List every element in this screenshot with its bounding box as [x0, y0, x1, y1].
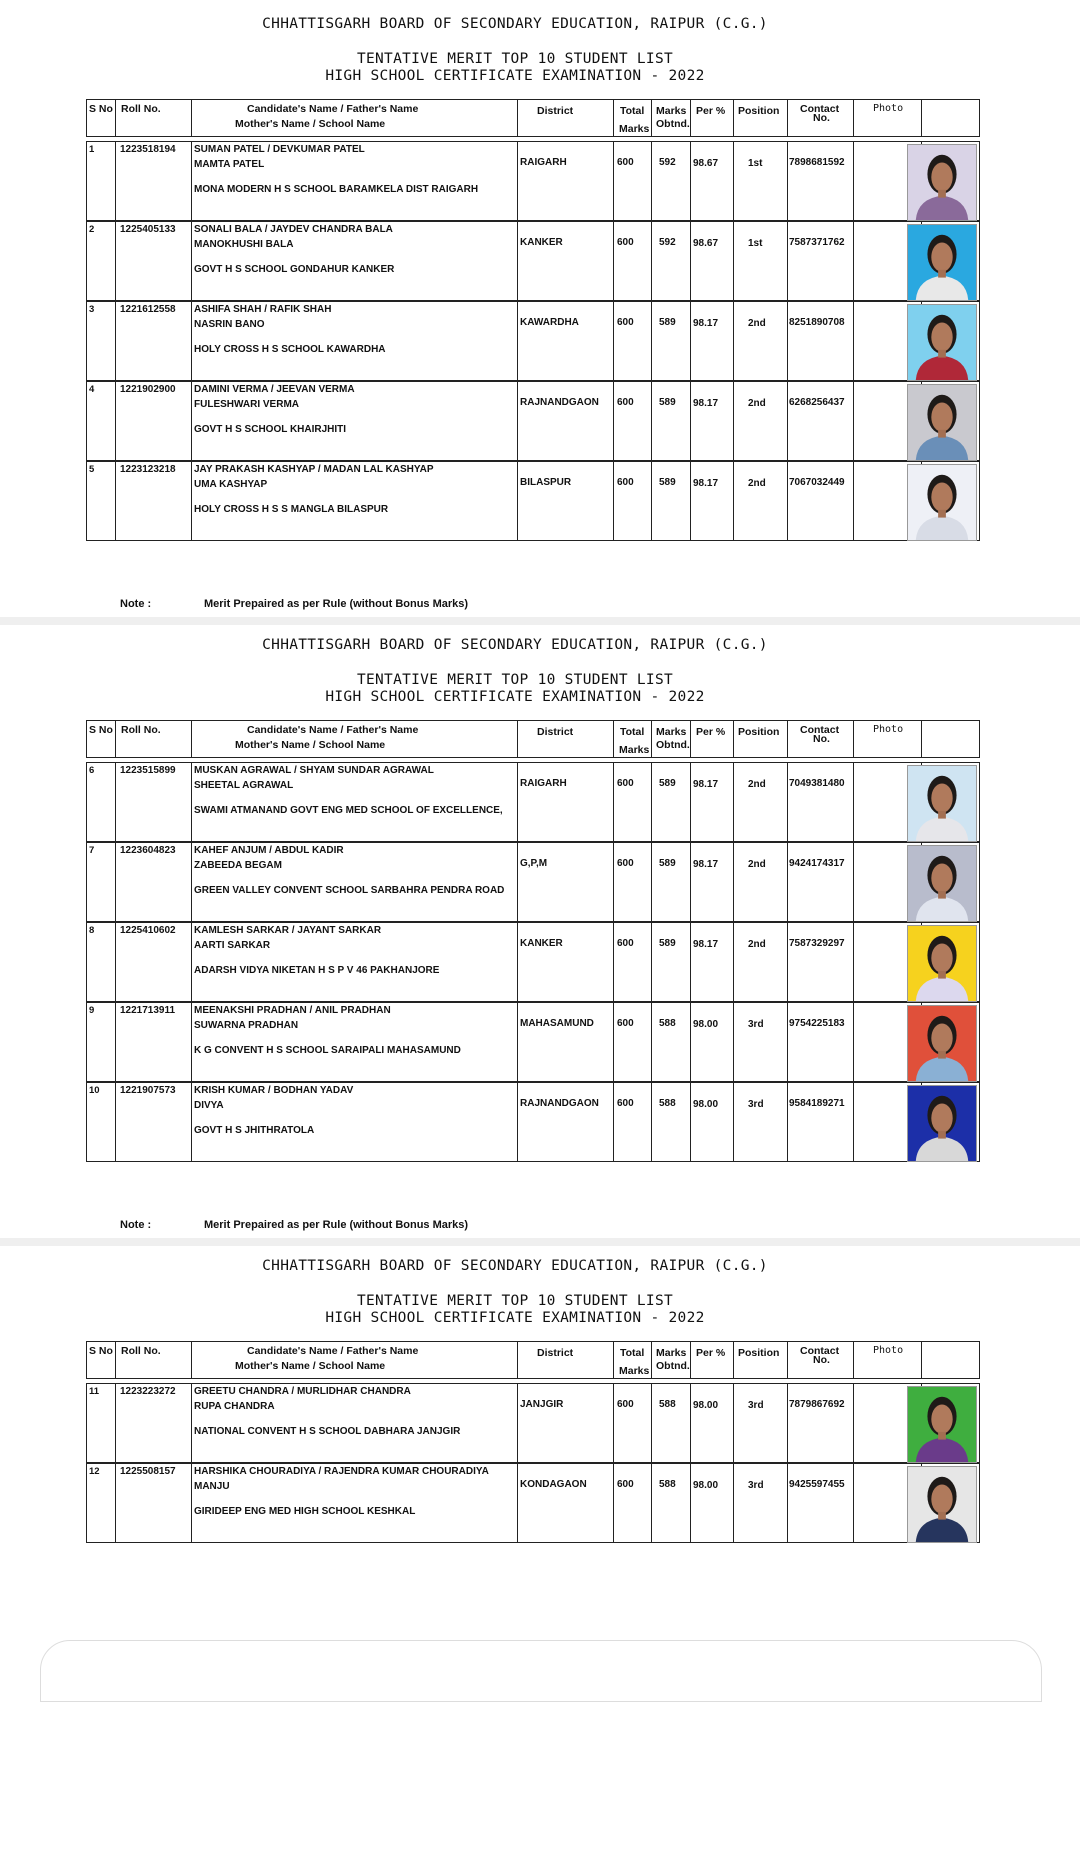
table-row — [86, 762, 980, 842]
district-cell: KANKER — [520, 938, 563, 949]
col-district-header: District — [537, 726, 574, 738]
student-photo — [907, 925, 977, 1002]
sno-cell: 5 — [89, 464, 95, 475]
total-marks-cell: 600 — [617, 858, 634, 869]
merit-table — [86, 99, 980, 541]
marks-obtained-cell: 589 — [659, 477, 676, 488]
total-marks-cell: 600 — [617, 317, 634, 328]
percent-cell: 98.17 — [693, 318, 719, 329]
percent-cell: 98.17 — [693, 859, 719, 870]
roll-no-cell: 1225410602 — [120, 925, 176, 936]
percent-cell: 98.67 — [693, 158, 719, 169]
position-cell: 1st — [748, 238, 763, 249]
contact-no-cell: 9424174317 — [789, 858, 845, 869]
school-name: GIRIDEEP ENG MED HIGH SCHOOL KESHKAL — [194, 1506, 416, 1517]
contact-no-cell: 7879867692 — [789, 1399, 845, 1410]
school-name: GOVT H S SCHOOL GONDAHUR KANKER — [194, 264, 395, 275]
marks-obtained-cell: 588 — [659, 1399, 676, 1410]
school-name: HOLY CROSS H S S MANGLA BILASPUR — [194, 504, 389, 515]
note-text: Merit Prepaired as per Rule (without Bonus Marks) — [204, 598, 469, 610]
total-marks-cell: 600 — [617, 1479, 634, 1490]
table-row — [86, 922, 980, 1002]
candidate-father-name: SUMAN PATEL / DEVKUMAR PATEL — [194, 144, 365, 155]
marks-obtained-cell: 589 — [659, 778, 676, 789]
roll-no-cell: 1221907573 — [120, 1085, 176, 1096]
position-cell: 2nd — [748, 779, 766, 790]
col-obtained-sub-header: Obtnd. — [656, 739, 690, 751]
position-cell: 3rd — [748, 1400, 764, 1411]
list-title: TENTATIVE MERIT TOP 10 STUDENT LIST — [356, 672, 674, 688]
mother-name: AARTI SARKAR — [194, 940, 271, 951]
district-cell: KAWARDHA — [520, 317, 579, 328]
sno-cell: 10 — [89, 1085, 100, 1096]
col-percent-header: Per % — [696, 105, 726, 117]
mother-name: SUWARNA PRADHAN — [194, 1020, 299, 1031]
sno-cell: 11 — [89, 1386, 100, 1397]
total-marks-cell: 600 — [617, 1399, 634, 1410]
marks-obtained-cell: 588 — [659, 1098, 676, 1109]
candidate-father-name: KAMLESH SARKAR / JAYANT SARKAR — [194, 925, 382, 936]
col-photo-header: Photo — [873, 1345, 904, 1356]
col-photo-header: Photo — [873, 103, 904, 114]
marks-obtained-cell: 592 — [659, 157, 676, 168]
col-total-sub-header: Marks — [619, 744, 650, 756]
col-sno-header: S No — [89, 724, 113, 736]
contact-no-cell: 7587329297 — [789, 938, 845, 949]
table-header — [86, 1341, 980, 1379]
sno-cell: 7 — [89, 845, 95, 856]
marks-obtained-cell: 589 — [659, 938, 676, 949]
candidate-father-name: KRISH KUMAR / BODHAN YADAV — [194, 1085, 354, 1096]
col-contact-header: Contact — [800, 103, 840, 115]
note-label: Note : — [120, 598, 152, 610]
roll-no-cell: 1221612558 — [120, 304, 176, 315]
mother-name: NASRIN BANO — [194, 319, 265, 330]
col-district-header: District — [537, 1347, 574, 1359]
col-name-sub-header: Mother's Name / School Name — [235, 739, 386, 751]
position-cell: 2nd — [748, 478, 766, 489]
school-name: ADARSH VIDYA NIKETAN H S P V 46 PAKHANJORE — [194, 965, 440, 976]
col-name-header: Candidate's Name / Father's Name — [247, 103, 419, 115]
col-percent-header: Per % — [696, 726, 726, 738]
district-cell: JANJGIR — [520, 1399, 564, 1410]
district-cell: RAIGARH — [520, 778, 567, 789]
total-marks-cell: 600 — [617, 397, 634, 408]
board-title: CHHATTISGARH BOARD OF SECONDARY EDUCATION, RAIPUR (C.G.) — [262, 16, 768, 32]
total-marks-cell: 600 — [617, 1098, 634, 1109]
table-row — [86, 461, 980, 541]
sno-cell: 12 — [89, 1466, 100, 1477]
col-total-header: Total — [620, 105, 645, 117]
percent-cell: 98.00 — [693, 1019, 719, 1030]
student-photo — [907, 304, 977, 381]
roll-no-cell: 1221713911 — [120, 1005, 176, 1016]
mother-name: SHEETAL AGRAWAL — [194, 780, 294, 791]
roll-no-cell: 1225405133 — [120, 224, 176, 235]
mother-name: MAMTA PATEL — [194, 159, 265, 170]
col-obtained-sub-header: Obtnd. — [656, 118, 690, 130]
roll-no-cell: 1225508157 — [120, 1466, 176, 1477]
sno-cell: 3 — [89, 304, 95, 315]
list-title: TENTATIVE MERIT TOP 10 STUDENT LIST — [356, 1293, 674, 1309]
col-position-header: Position — [738, 1347, 780, 1359]
mother-name: RUPA CHANDRA — [194, 1401, 275, 1412]
col-position-header: Position — [738, 105, 780, 117]
student-photo — [907, 845, 977, 922]
marks-obtained-cell: 589 — [659, 397, 676, 408]
school-name: NATIONAL CONVENT H S SCHOOL DABHARA JANJGIR — [194, 1426, 461, 1437]
percent-cell: 98.17 — [693, 939, 719, 950]
position-cell: 1st — [748, 158, 763, 169]
marks-obtained-cell: 588 — [659, 1479, 676, 1490]
student-photo — [907, 224, 977, 301]
contact-no-cell: 9754225183 — [789, 1018, 845, 1029]
candidate-father-name: KAHEF ANJUM / ABDUL KADIR — [194, 845, 344, 856]
col-roll-header: Roll No. — [121, 724, 161, 736]
student-photo — [907, 1005, 977, 1082]
total-marks-cell: 600 — [617, 157, 634, 168]
mother-name: UMA KASHYAP — [194, 479, 268, 490]
candidate-father-name: ASHIFA SHAH / RAFIK SHAH — [194, 304, 332, 315]
district-cell: RAJNANDGAON — [520, 1098, 599, 1109]
school-name: MONA MODERN H S SCHOOL BARAMKELA DIST RAIGARH — [194, 184, 479, 195]
roll-no-cell: 1223604823 — [120, 845, 176, 856]
total-marks-cell: 600 — [617, 1018, 634, 1029]
table-row — [86, 221, 980, 301]
contact-no-cell: 7587371762 — [789, 237, 845, 248]
col-contact-sub-header: No. — [813, 733, 830, 745]
district-cell: KANKER — [520, 237, 563, 248]
marks-obtained-cell: 589 — [659, 317, 676, 328]
table-row — [86, 1463, 980, 1543]
col-name-sub-header: Mother's Name / School Name — [235, 1360, 386, 1372]
table-header — [86, 720, 980, 758]
sno-cell: 6 — [89, 765, 95, 776]
table-row — [86, 381, 980, 461]
merit-page-2 — [0, 625, 1080, 1237]
candidate-father-name: MEENAKSHI PRADHAN / ANIL PRADHAN — [194, 1005, 391, 1016]
exam-title: HIGH SCHOOL CERTIFICATE EXAMINATION - 2022 — [325, 68, 705, 84]
merit-note — [120, 598, 468, 610]
student-photo — [907, 464, 977, 541]
merit-page-3 — [0, 1246, 1080, 1858]
col-contact-header: Contact — [800, 724, 840, 736]
col-contact-header: Contact — [800, 1345, 840, 1357]
total-marks-cell: 600 — [617, 778, 634, 789]
board-title: CHHATTISGARH BOARD OF SECONDARY EDUCATION, RAIPUR (C.G.) — [262, 1258, 768, 1274]
col-sno-header: S No — [89, 103, 113, 115]
candidate-father-name: MUSKAN AGRAWAL / SHYAM SUNDAR AGRAWAL — [194, 765, 434, 776]
merit-table — [86, 720, 980, 1162]
position-cell: 2nd — [748, 939, 766, 950]
district-cell: BILASPUR — [520, 477, 572, 488]
school-name: GOVT H S JHITHRATOLA — [194, 1125, 315, 1136]
mother-name: ZABEEDA BEGAM — [194, 860, 282, 871]
exam-title: HIGH SCHOOL CERTIFICATE EXAMINATION - 2022 — [325, 689, 705, 705]
col-total-sub-header: Marks — [619, 1365, 650, 1377]
percent-cell: 98.00 — [693, 1400, 719, 1411]
student-photo — [907, 384, 977, 461]
candidate-father-name: JAY PRAKASH KASHYAP / MADAN LAL KASHYAP — [194, 464, 434, 475]
board-title: CHHATTISGARH BOARD OF SECONDARY EDUCATION, RAIPUR (C.G.) — [262, 637, 768, 653]
percent-cell: 98.67 — [693, 238, 719, 249]
col-roll-header: Roll No. — [121, 103, 161, 115]
position-cell: 2nd — [748, 318, 766, 329]
roll-no-cell: 1223223272 — [120, 1386, 176, 1397]
col-name-sub-header: Mother's Name / School Name — [235, 118, 386, 130]
candidate-father-name: SONALI BALA / JAYDEV CHANDRA BALA — [194, 224, 393, 235]
district-cell: RAJNANDGAON — [520, 397, 599, 408]
col-position-header: Position — [738, 726, 780, 738]
student-photo — [907, 765, 977, 842]
contact-no-cell: 6268256437 — [789, 397, 845, 408]
sno-cell: 1 — [89, 144, 95, 155]
table-header — [86, 99, 980, 137]
table-row — [86, 1002, 980, 1082]
col-roll-header: Roll No. — [121, 1345, 161, 1357]
percent-cell: 98.00 — [693, 1099, 719, 1110]
roll-no-cell: 1223123218 — [120, 464, 176, 475]
percent-cell: 98.00 — [693, 1480, 719, 1491]
col-contact-sub-header: No. — [813, 112, 830, 124]
school-name: K G CONVENT H S SCHOOL SARAIPALI MAHASAMUND — [194, 1045, 461, 1056]
contact-no-cell: 9584189271 — [789, 1098, 845, 1109]
contact-no-cell: 7067032449 — [789, 477, 845, 488]
col-contact-sub-header: No. — [813, 1354, 830, 1366]
total-marks-cell: 600 — [617, 938, 634, 949]
table-row — [86, 141, 980, 221]
col-name-header: Candidate's Name / Father's Name — [247, 1345, 419, 1357]
note-text: Merit Prepaired as per Rule (without Bonus Marks) — [204, 1219, 469, 1231]
district-cell: KONDAGAON — [520, 1479, 587, 1490]
merit-note — [120, 1219, 468, 1231]
position-cell: 3rd — [748, 1019, 764, 1030]
exam-title: HIGH SCHOOL CERTIFICATE EXAMINATION - 2022 — [325, 1310, 705, 1326]
position-cell: 3rd — [748, 1480, 764, 1491]
student-photo — [907, 1466, 977, 1543]
mother-name: MANJU — [194, 1481, 230, 1492]
district-cell: RAIGARH — [520, 157, 567, 168]
marks-obtained-cell: 592 — [659, 237, 676, 248]
percent-cell: 98.17 — [693, 478, 719, 489]
col-sno-header: S No — [89, 1345, 113, 1357]
table-row — [86, 1082, 980, 1162]
mother-name: FULESHWARI VERMA — [194, 399, 299, 410]
marks-obtained-cell: 589 — [659, 858, 676, 869]
mother-name: DIVYA — [194, 1100, 224, 1111]
merit-table — [86, 1341, 980, 1543]
sno-cell: 2 — [89, 224, 95, 235]
table-row — [86, 301, 980, 381]
table-row — [86, 1383, 980, 1463]
col-obtained-header: Marks — [656, 1347, 687, 1359]
school-name: GREEN VALLEY CONVENT SCHOOL SARBAHRA PENDRA ROAD — [194, 885, 505, 896]
student-photo — [907, 144, 977, 221]
mother-name: MANOKHUSHI BALA — [194, 239, 294, 250]
col-total-header: Total — [620, 1347, 645, 1359]
contact-no-cell: 9425597455 — [789, 1479, 845, 1490]
candidate-father-name: HARSHIKA CHOURADIYA / RAJENDRA KUMAR CHOURADIYA — [194, 1466, 489, 1477]
page-separator — [0, 617, 1080, 625]
total-marks-cell: 600 — [617, 477, 634, 488]
contact-no-cell: 7898681592 — [789, 157, 845, 168]
contact-no-cell: 7049381480 — [789, 778, 845, 789]
position-cell: 3rd — [748, 1099, 764, 1110]
merit-page-1 — [0, 4, 1080, 616]
col-district-header: District — [537, 105, 574, 117]
sno-cell: 8 — [89, 925, 95, 936]
percent-cell: 98.17 — [693, 398, 719, 409]
table-row — [86, 842, 980, 922]
student-photo — [907, 1386, 977, 1463]
candidate-father-name: DAMINI VERMA / JEEVAN VERMA — [194, 384, 355, 395]
col-total-header: Total — [620, 726, 645, 738]
roll-no-cell: 1221902900 — [120, 384, 176, 395]
page-separator — [0, 1238, 1080, 1246]
marks-obtained-cell: 588 — [659, 1018, 676, 1029]
note-label: Note : — [120, 1219, 152, 1231]
col-obtained-header: Marks — [656, 726, 687, 738]
position-cell: 2nd — [748, 859, 766, 870]
school-name: SWAMI ATMANAND GOVT ENG MED SCHOOL OF EXCELLENCE, — [194, 805, 503, 816]
col-percent-header: Per % — [696, 1347, 726, 1359]
col-total-sub-header: Marks — [619, 123, 650, 135]
school-name: HOLY CROSS H S SCHOOL KAWARDHA — [194, 344, 386, 355]
sno-cell: 4 — [89, 384, 95, 395]
col-photo-header: Photo — [873, 724, 904, 735]
district-cell: MAHASAMUND — [520, 1018, 594, 1029]
percent-cell: 98.17 — [693, 779, 719, 790]
contact-no-cell: 8251890708 — [789, 317, 845, 328]
sno-cell: 9 — [89, 1005, 95, 1016]
school-name: GOVT H S SCHOOL KHAIRJHITI — [194, 424, 347, 435]
roll-no-cell: 1223518194 — [120, 144, 176, 155]
district-cell: G,P,M — [520, 858, 548, 869]
roll-no-cell: 1223515899 — [120, 765, 176, 776]
col-obtained-header: Marks — [656, 105, 687, 117]
total-marks-cell: 600 — [617, 237, 634, 248]
candidate-father-name: GREETU CHANDRA / MURLIDHAR CHANDRA — [194, 1386, 411, 1397]
col-obtained-sub-header: Obtnd. — [656, 1360, 690, 1372]
student-photo — [907, 1085, 977, 1162]
position-cell: 2nd — [748, 398, 766, 409]
bottom-sheet-handle — [40, 1640, 1042, 1702]
col-name-header: Candidate's Name / Father's Name — [247, 724, 419, 736]
list-title: TENTATIVE MERIT TOP 10 STUDENT LIST — [356, 51, 674, 67]
